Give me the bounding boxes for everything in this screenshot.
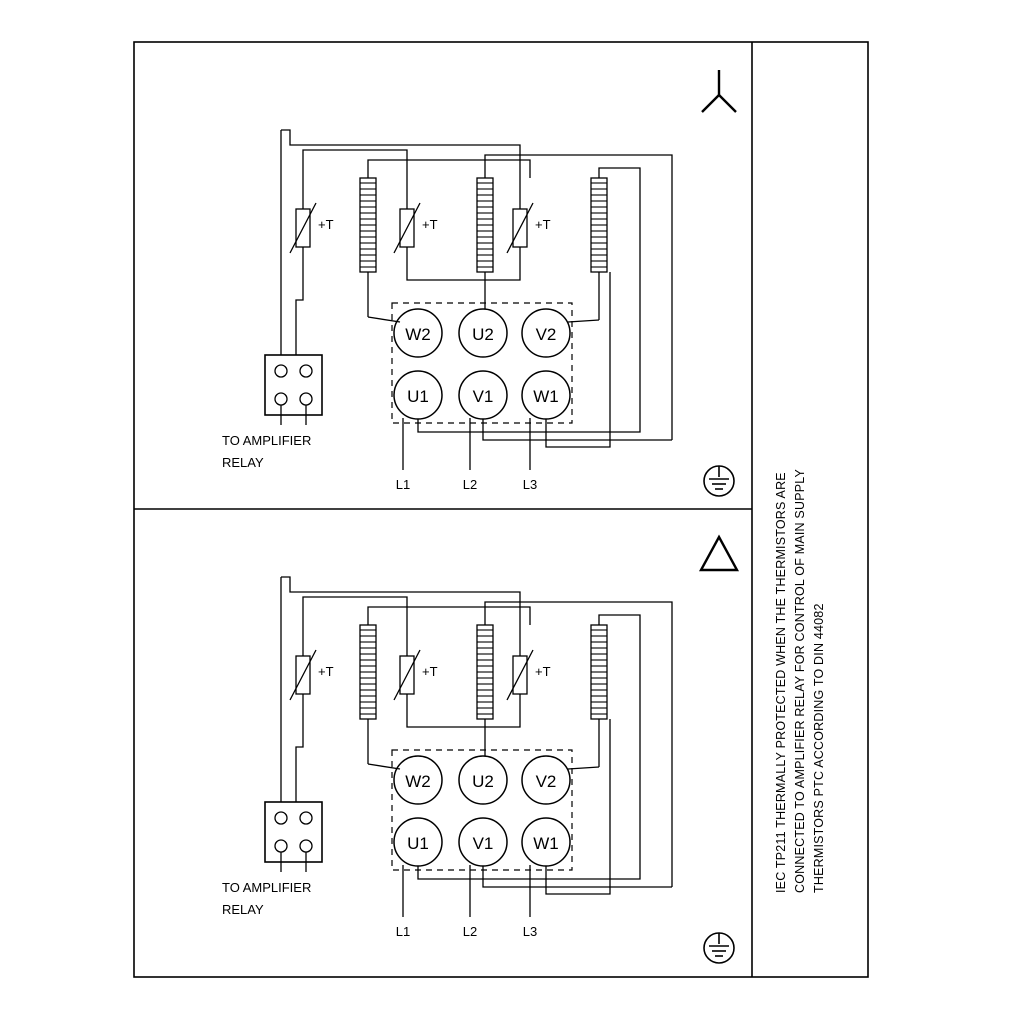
amplifier-label-line1: TO AMPLIFIER <box>222 880 312 895</box>
terminal-v2: V2 <box>535 772 557 791</box>
supply-lines <box>403 272 672 470</box>
amplifier-label-line2: RELAY <box>222 455 264 470</box>
supply-label-l1: L1 <box>395 924 411 939</box>
motor-winding-coils <box>360 178 607 272</box>
terminal-w1: W1 <box>533 387 559 406</box>
terminal-v1: V1 <box>472 834 494 853</box>
side-note-line3: THERMISTORS PTC ACCORDING TO DIN 44082 <box>812 603 826 893</box>
side-note-line2: CONNECTED TO AMPLIFIER RELAY FOR CONTROL OF MAIN SUPPLY <box>793 468 807 893</box>
delta-panel <box>265 537 737 963</box>
star-panel <box>265 70 736 496</box>
supply-label-l3: L3 <box>522 924 538 939</box>
earth-ground-symbol <box>704 466 734 496</box>
terminal-w2: W2 <box>405 325 431 344</box>
supply-label-l1: L1 <box>395 477 411 492</box>
thermistor-label: +T <box>535 664 551 679</box>
terminal-w2: W2 <box>405 772 431 791</box>
terminal-u2: U2 <box>472 772 494 791</box>
terminal-u1: U1 <box>407 834 429 853</box>
star-wye-symbol <box>702 70 736 112</box>
motor-winding-coils <box>360 625 607 719</box>
supply-label-l2: L2 <box>462 924 478 939</box>
amplifier-label-line2: RELAY <box>222 902 264 917</box>
terminal-u1: U1 <box>407 387 429 406</box>
side-note <box>774 469 826 893</box>
thermistor-terminal-block <box>265 355 322 425</box>
supply-lines <box>403 719 672 917</box>
thermistor-label: +T <box>422 217 438 232</box>
terminal-w1: W1 <box>533 834 559 853</box>
supply-label-l2: L2 <box>462 477 478 492</box>
terminal-u2: U2 <box>472 325 494 344</box>
earth-ground-symbol <box>704 933 734 963</box>
side-note-line1: IEC TP211 THERMALLY PROTECTED WHEN THE THERMISTORS ARE <box>774 472 788 893</box>
thermistor-label: +T <box>535 217 551 232</box>
supply-label-l3: L3 <box>522 477 538 492</box>
thermistor-label: +T <box>318 217 334 232</box>
thermistor-label: +T <box>318 664 334 679</box>
terminal-v2: V2 <box>535 325 557 344</box>
amplifier-label-line1: TO AMPLIFIER <box>222 433 312 448</box>
terminal-v1: V1 <box>472 387 494 406</box>
thermistor-label: +T <box>422 664 438 679</box>
delta-triangle-symbol <box>701 537 737 570</box>
thermistor-terminal-block <box>265 802 322 872</box>
